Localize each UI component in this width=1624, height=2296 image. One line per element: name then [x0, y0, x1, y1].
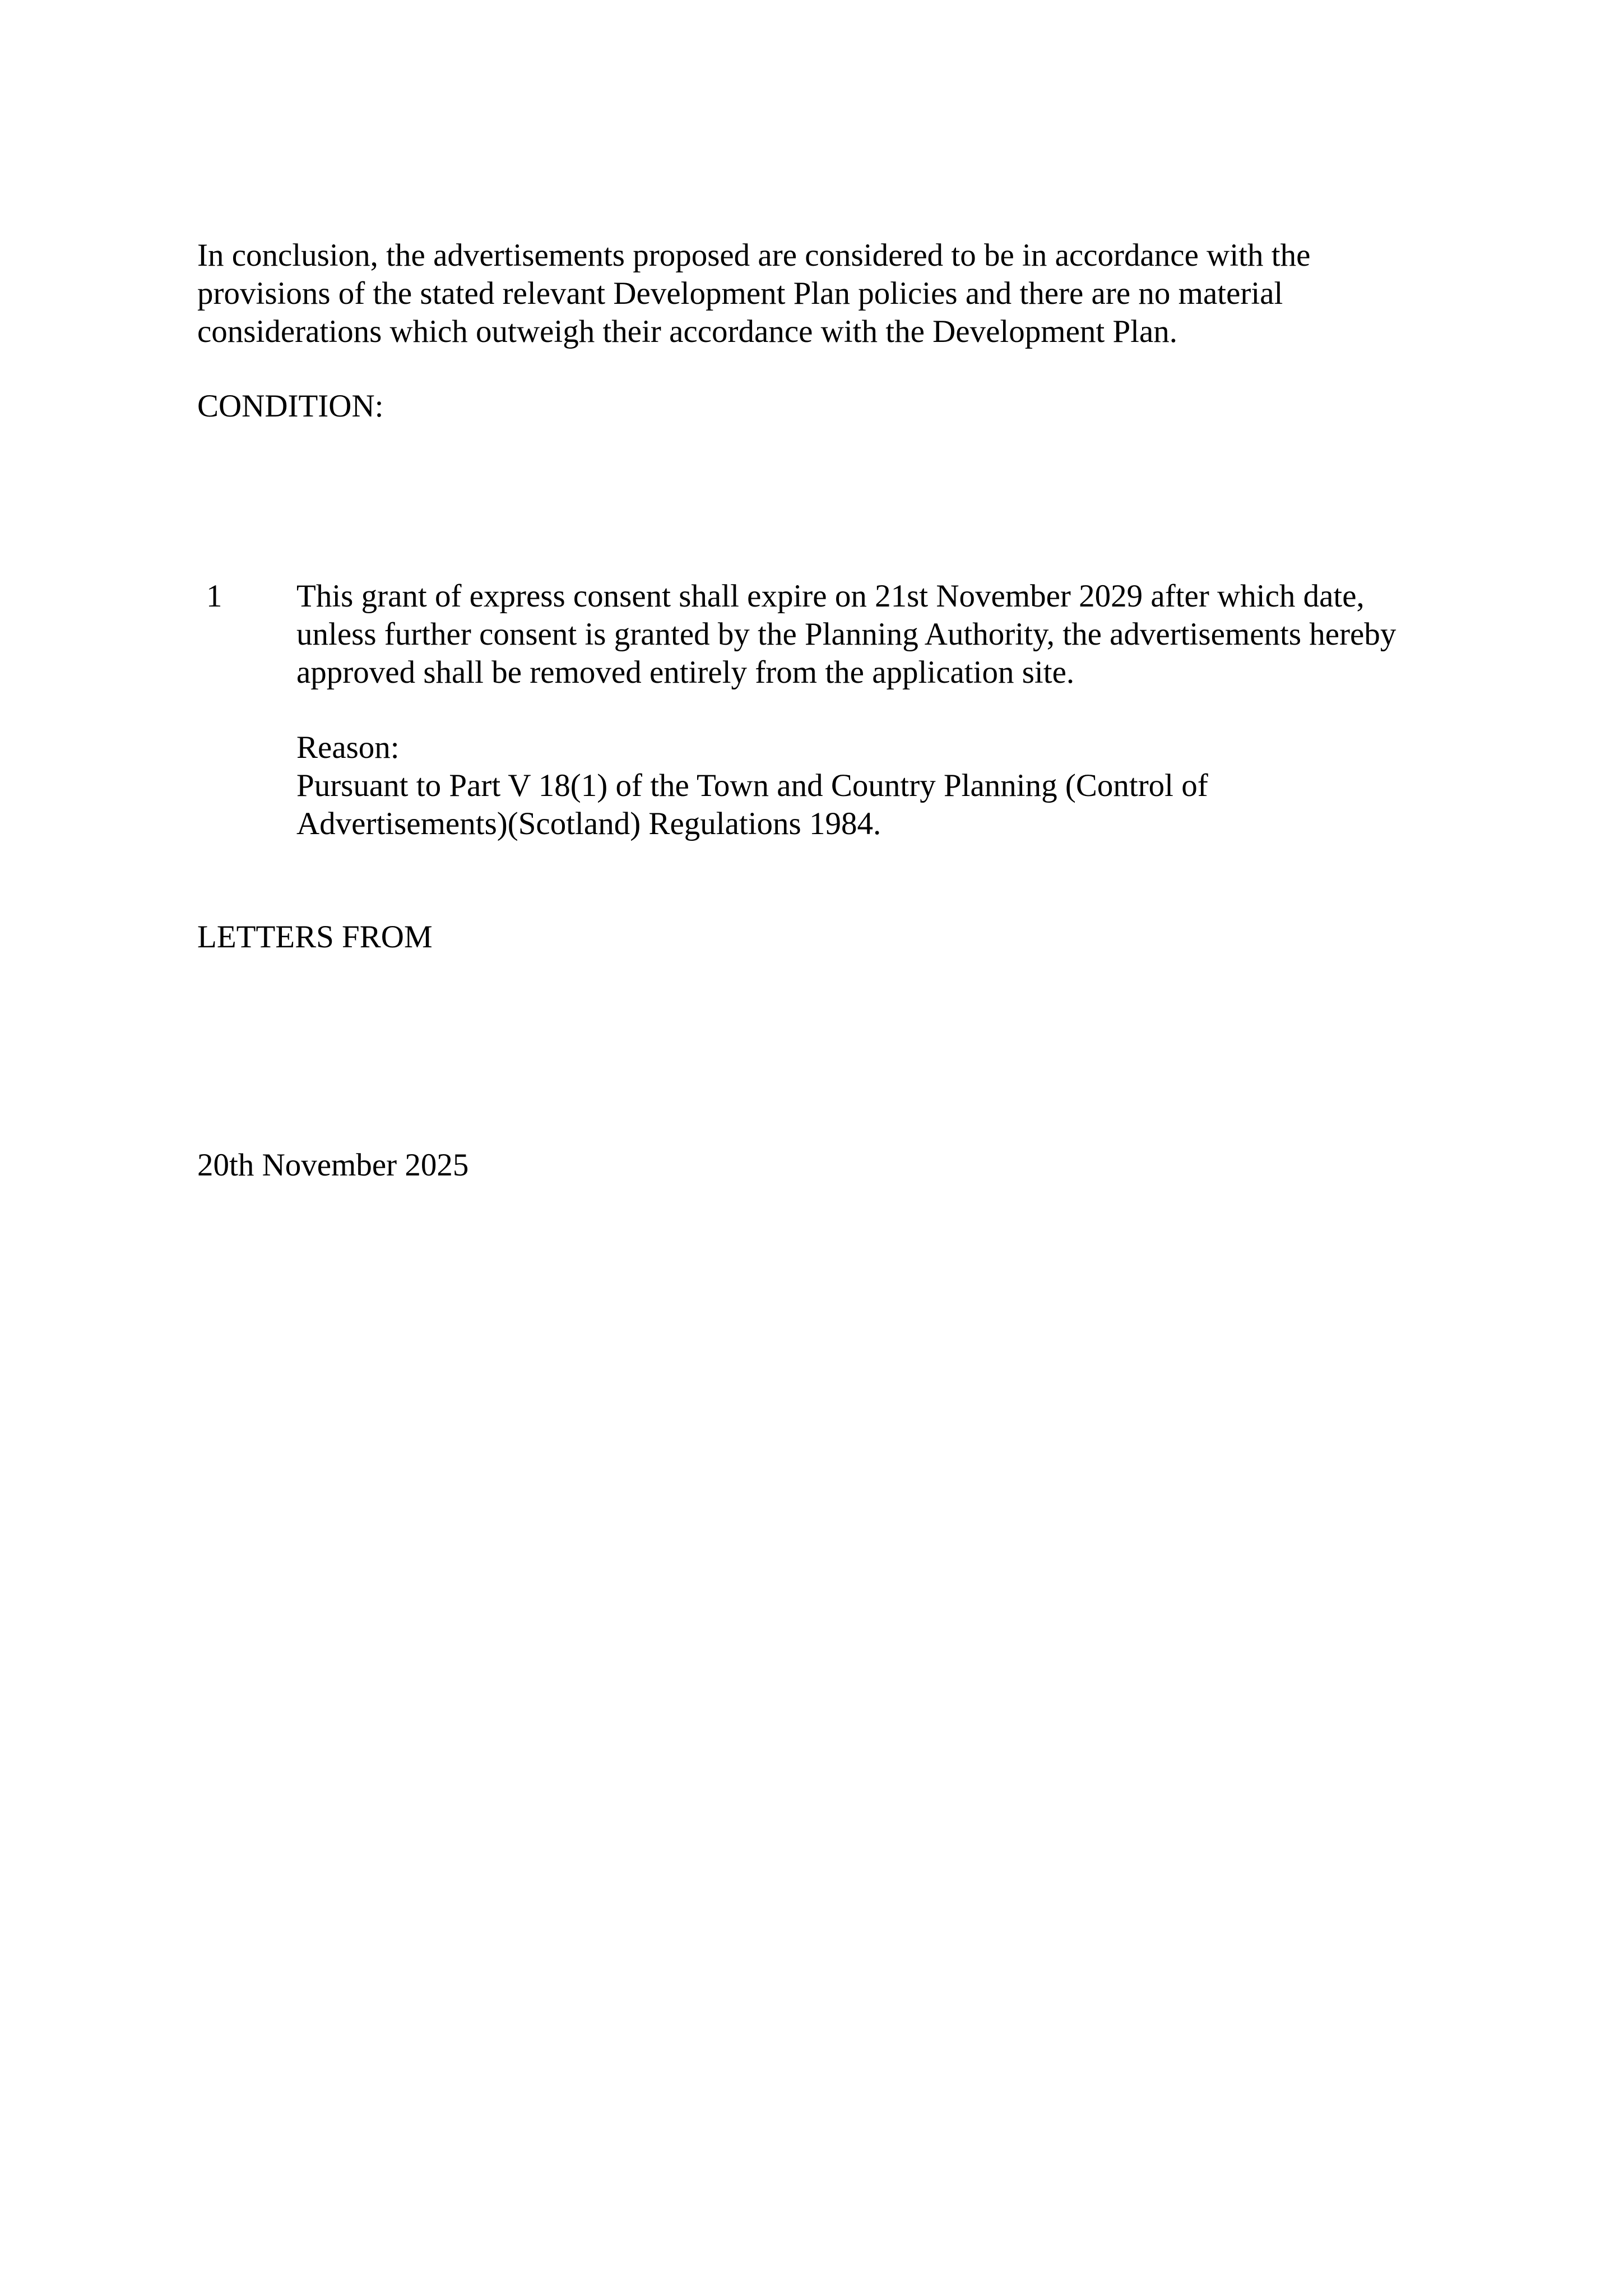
- reason-line: Advertisements)(Scotland) Regulations 1984.: [296, 806, 881, 841]
- condition-reason: [296, 729, 1208, 843]
- reason-label: Reason:: [296, 730, 400, 765]
- condition-text-line: approved shall be removed entirely from the application site.: [296, 655, 1075, 690]
- letters-heading: LETTERS FROM: [197, 919, 433, 955]
- condition-number: 1: [206, 578, 222, 614]
- condition-text-line: unless further consent is granted by the Planning Authority, the advertisements hereby: [296, 617, 1396, 652]
- condition-text: [296, 577, 1396, 692]
- conclusion-line: In conclusion, the advertisements proposed are considered to be in accordance with the: [197, 238, 1311, 273]
- reason-line: Pursuant to Part V 18(1) of the Town and Country Planning (Control of: [296, 768, 1208, 803]
- conclusion-paragraph: [197, 237, 1310, 351]
- conclusion-line: considerations which outweigh their accordance with the Development Plan.: [197, 314, 1178, 349]
- document-date: 20th November 2025: [197, 1147, 469, 1183]
- conclusion-line: provisions of the stated relevant Development Plan policies and there are no material: [197, 276, 1283, 311]
- condition-heading: CONDITION:: [197, 388, 384, 424]
- condition-text-line: This grant of express consent shall expire on 21st November 2029 after which date,: [296, 578, 1365, 614]
